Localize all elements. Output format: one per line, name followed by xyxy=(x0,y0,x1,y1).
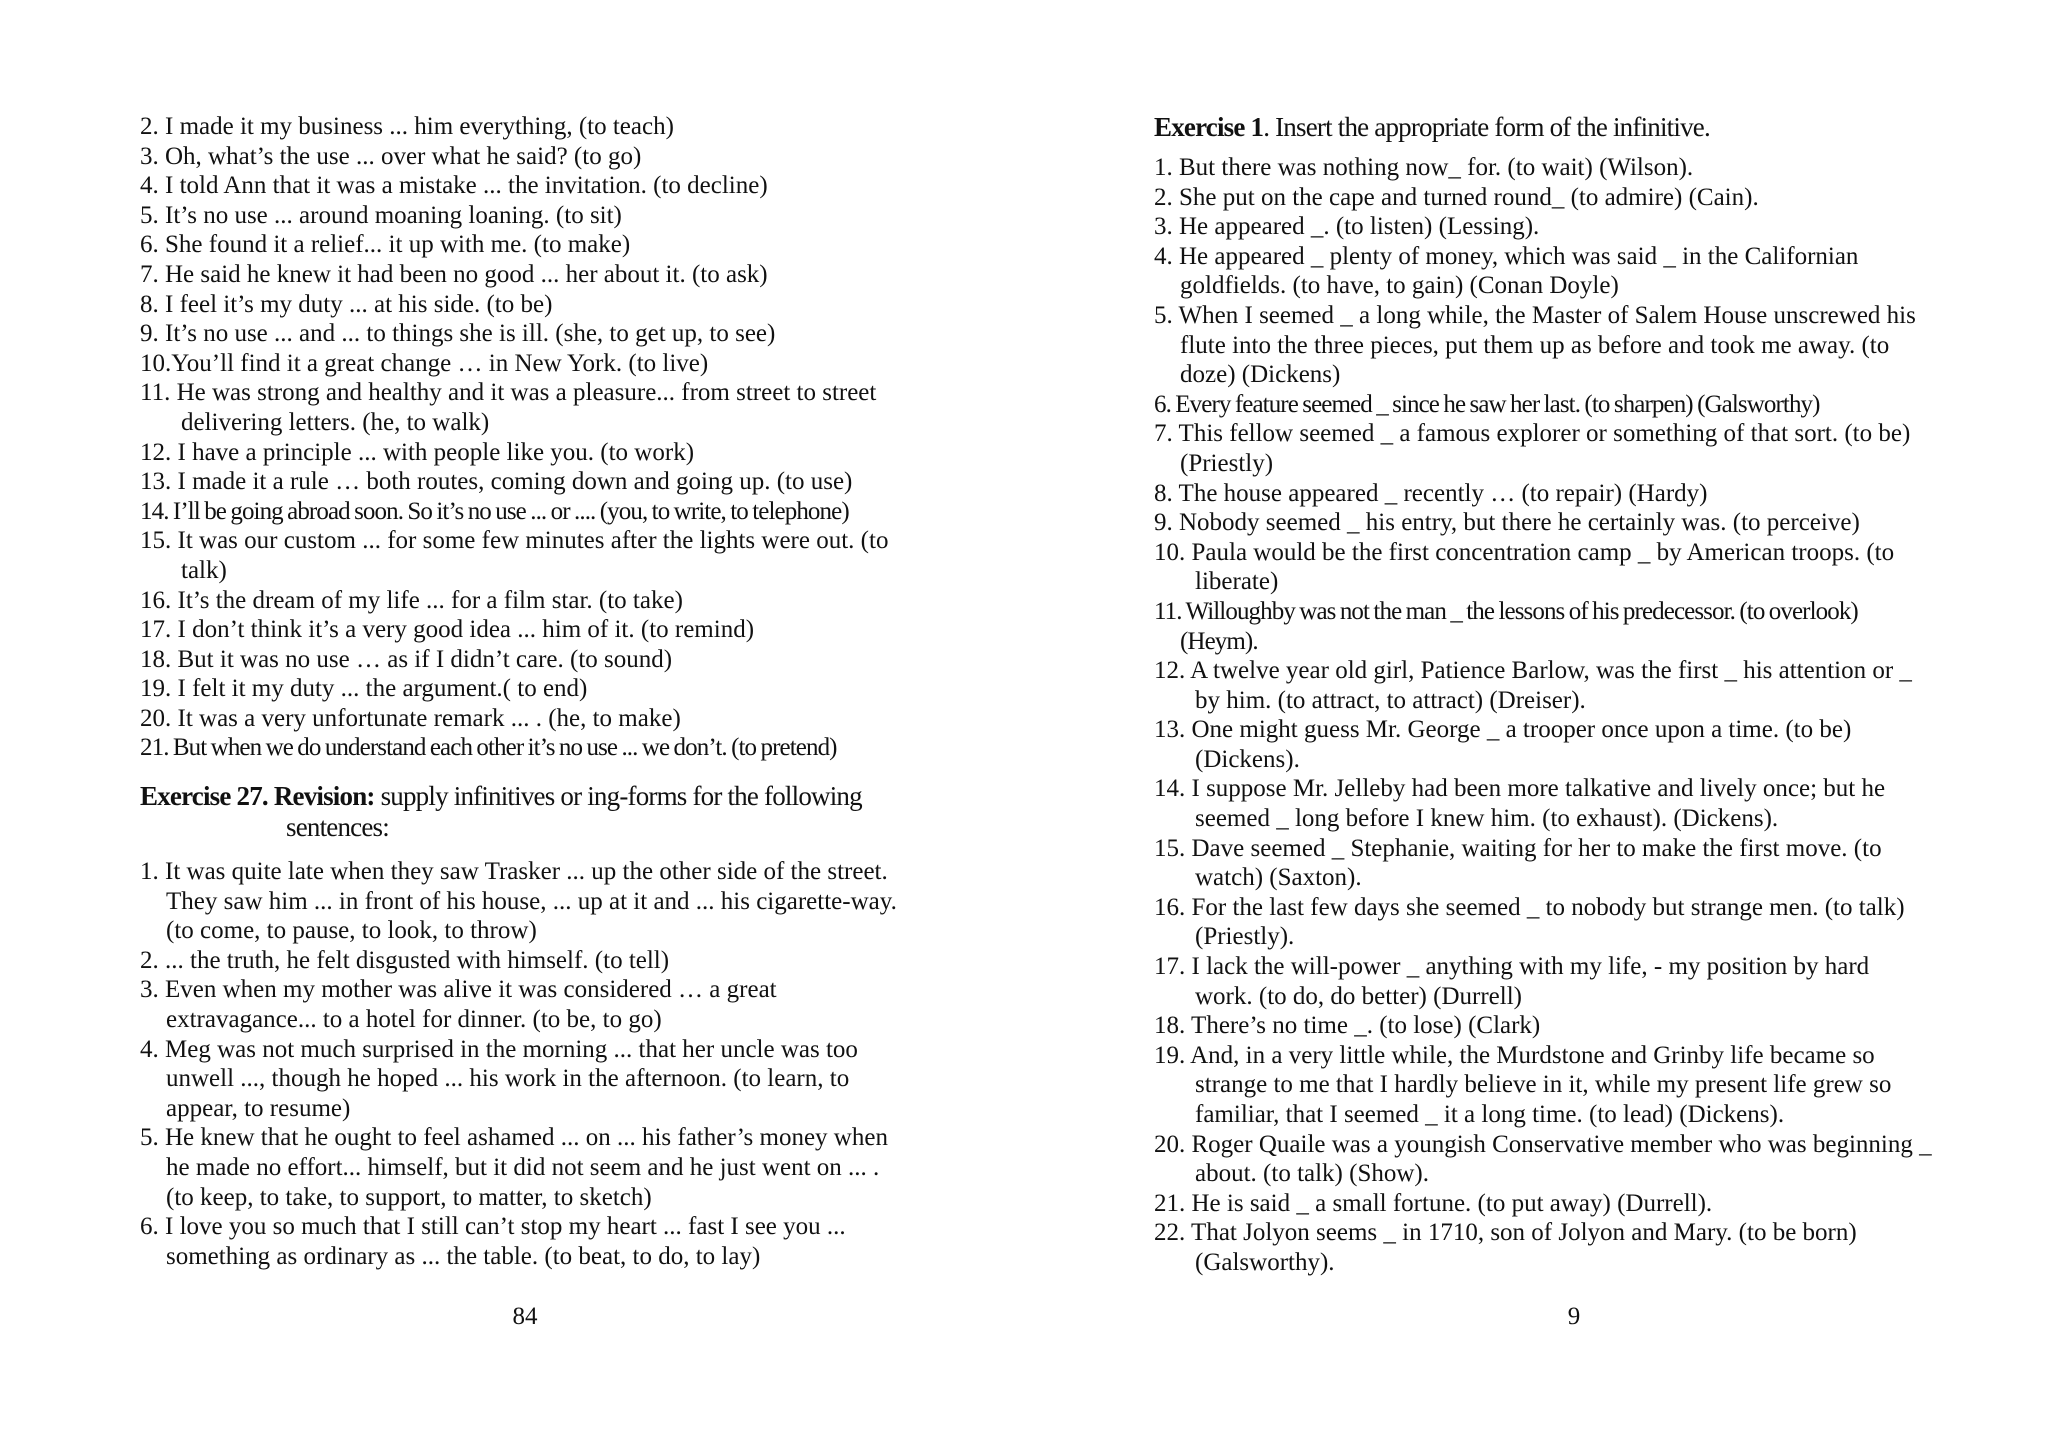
exercise-item: 11. Willoughby was not the man _ the lessons of his predecessor. (to overlook) (Heym). xyxy=(1154,597,1858,655)
exercise-item: 15. It was our custom ... for some few minutes after the lights were out. (to talk) xyxy=(140,527,889,584)
exercise-item: 12. I have a principle ... with people like you. (to work) xyxy=(140,438,695,466)
exercise-item: 10. Paula would be the first concentration camp _ by American troops. (to liberate) xyxy=(1154,538,1895,596)
exercise-item: 1. It was quite late when they saw Trasker ... up the other side of the street. They saw him ... in front of his house, ... up at it and ... his cigarette-way. (to come, to pause, to look, to throw) xyxy=(140,858,897,945)
exercise-item: 3. Oh, what’s the use ... over what he said? (to go) xyxy=(140,142,642,170)
left-column xyxy=(140,112,912,1271)
exercise-item: 17. I don’t think it’s a very good idea ... him of it. (to remind) xyxy=(140,616,755,644)
exercise-item: 21. But when we do understand each other it’s no use ... we don’t. (to pretend) xyxy=(140,734,837,762)
exercise-item: 6. Every feature seemed _ since he saw her last. (to sharpen) (Galsworthy) xyxy=(1154,390,1820,418)
exercise-item: 2. ... the truth, he felt disgusted with himself. (to tell) xyxy=(140,946,670,974)
exercise-item: 10.You’ll find it a great change … in New York. (to live) xyxy=(140,349,709,377)
page-number: 9 xyxy=(1567,1303,1581,1330)
exercise-item: 4. I told Ann that it was a mistake ... the invitation. (to decline) xyxy=(140,172,768,200)
exercise-item: 5. It’s no use ... around moaning loaning. (to sit) xyxy=(140,201,622,229)
right-page xyxy=(1024,0,2048,1452)
exercise-27-instruction-cont: sentences: xyxy=(286,812,389,843)
exercise-item: 8. The house appeared _ recently … (to repair) (Hardy) xyxy=(1154,479,1708,507)
exercise-item: 4. Meg was not much surprised in the morning ... that her uncle was too unwell ..., though he hoped ... his work in the afternoon. (to learn, to appear, to resume) xyxy=(140,1035,858,1122)
exercise-1-title: Exercise 1 xyxy=(1154,112,1264,142)
exercise-item: 2. I made it my business ... him everything, (to teach) xyxy=(140,113,674,140)
exercise-item: 2. She put on the cape and turned round_ (to admire) (Cain). xyxy=(1154,183,1759,211)
exercise-item: 7. This fellow seemed _ a famous explorer or something of that sort. (to be) (Priestly) xyxy=(1154,420,1911,477)
exercise-item: 17. I lack the will-power _ anything with my life, - my position by hard work. (to do, do better) (Durrell) xyxy=(1154,953,1870,1010)
exercise-item: 9. Nobody seemed _ his entry, but there he certainly was. (to perceive) xyxy=(1154,509,1860,537)
exercise-item: 20. Roger Quaile was a youngish Conservative member who was beginning _ about. (to talk) (Show). xyxy=(1154,1130,1932,1188)
exercise-item: 12. A twelve year old girl, Patience Barlow, was the first _ his attention or _ by him. (to attract, to attract) (Dreiser). xyxy=(1154,657,1912,714)
exercise-item: 8. I feel it’s my duty ... at his side. (to be) xyxy=(140,290,553,318)
exercise-item: 6. I love you so much that I still can’t stop my heart ... fast I see you ... something as ordinary as ... the table. (to beat, to do, to lay) xyxy=(140,1213,846,1270)
exercise-item: 1. But there was nothing now_ for. (to wait) (Wilson). xyxy=(1154,154,1694,181)
exercise-1-instruction: . Insert the appropriate form of the infinitive. xyxy=(1263,112,1710,142)
exercise-item: 13. One might guess Mr. George _ a trooper once upon a time. (to be) (Dickens). xyxy=(1154,716,1852,773)
exercise-item: 14. I suppose Mr. Jelleby had been more talkative and lively once; but he seemed _ long before I knew him. (to exhaust). (Dickens). xyxy=(1154,775,1886,833)
exercise-item: 22. That Jolyon seems _ in 1710, son of Jolyon and Mary. (to be born) (Galsworthy). xyxy=(1154,1219,1857,1276)
exercise-item: 7. He said he knew it had been no good ... her about it. (to ask) xyxy=(140,260,768,288)
exercise-1-heading xyxy=(1154,112,1932,143)
exercise-item: 5. When I seemed _ a long while, the Master of Salem House unscrewed his flute into the three pieces, put them up as before and took me away. (to doze) (Dickens) xyxy=(1154,301,1916,389)
exercise-item: 16. For the last few days she seemed _ to nobody but strange men. (to talk) (Priestly). xyxy=(1154,893,1905,951)
exercise-item: 13. I made it a rule … both routes, coming down and going up. (to use) xyxy=(140,468,853,496)
exercise-item: 19. And, in a very little while, the Murdstone and Grinby life became so strange to me that I hardly believe in it, while my present life grew so familiar, that I seemed _ it a long time. (to lead) (Dickens). xyxy=(1154,1041,1892,1128)
exercise-27-heading xyxy=(140,781,912,843)
exercise-27-title: Exercise 27. Revision: xyxy=(140,781,375,812)
exercise-item: 18. There’s no time _. (to lose) (Clark) xyxy=(1154,1012,1541,1040)
exercise-item: 21. He is said _ a small fortune. (to put away) (Durrell). xyxy=(1154,1189,1713,1217)
exercise-item: 3. Even when my mother was alive it was considered … a great extravagance... to a hotel for dinner. (to be, to go) xyxy=(140,976,777,1034)
exercise-item: 11. He was strong and healthy and it was a pleasure... from street to street delivering letters. (he, to walk) xyxy=(140,379,877,436)
exercise-item: 6. She found it a relief... it up with me. (to make) xyxy=(140,231,631,259)
exercise-item: 15. Dave seemed _ Stephanie, waiting for her to make the first move. (to watch) (Saxton). xyxy=(1154,834,1882,892)
exercise-item: 4. He appeared _ plenty of money, which was said _ in the Californian goldfields. (to have, to gain) (Conan Doyle) xyxy=(1154,242,1859,300)
exercise-item: 20. It was a very unfortunate remark ... . (he, to make) xyxy=(140,704,681,732)
exercise-item: 3. He appeared _. (to listen) (Lessing). xyxy=(1154,213,1540,241)
right-column xyxy=(1154,112,1932,1278)
exercise-item: 18. But it was no use … as if I didn’t care. (to sound) xyxy=(140,645,673,673)
exercise-item: 16. It’s the dream of my life ... for a film star. (to take) xyxy=(140,586,683,614)
exercise-item: 14. I’ll be going abroad soon. So it’s no use ... or .... (you, to write, to telephone) xyxy=(140,497,849,525)
exercise-item: 9. It’s no use ... and ... to things she is ill. (she, to get up, to see) xyxy=(140,320,776,348)
exercise-27-instruction: supply infinitives or ing-forms for the following xyxy=(380,781,862,812)
exercise-item: 5. He knew that he ought to feel ashamed ... on ... his father’s money when he made no effort... himself, but it did not seem and he just went on ... . (to keep, to take, to support, to matter, to sketch) xyxy=(140,1124,888,1211)
page-number: 84 xyxy=(512,1303,538,1330)
exercise-item: 19. I felt it my duty ... the argument.( to end) xyxy=(140,675,588,703)
